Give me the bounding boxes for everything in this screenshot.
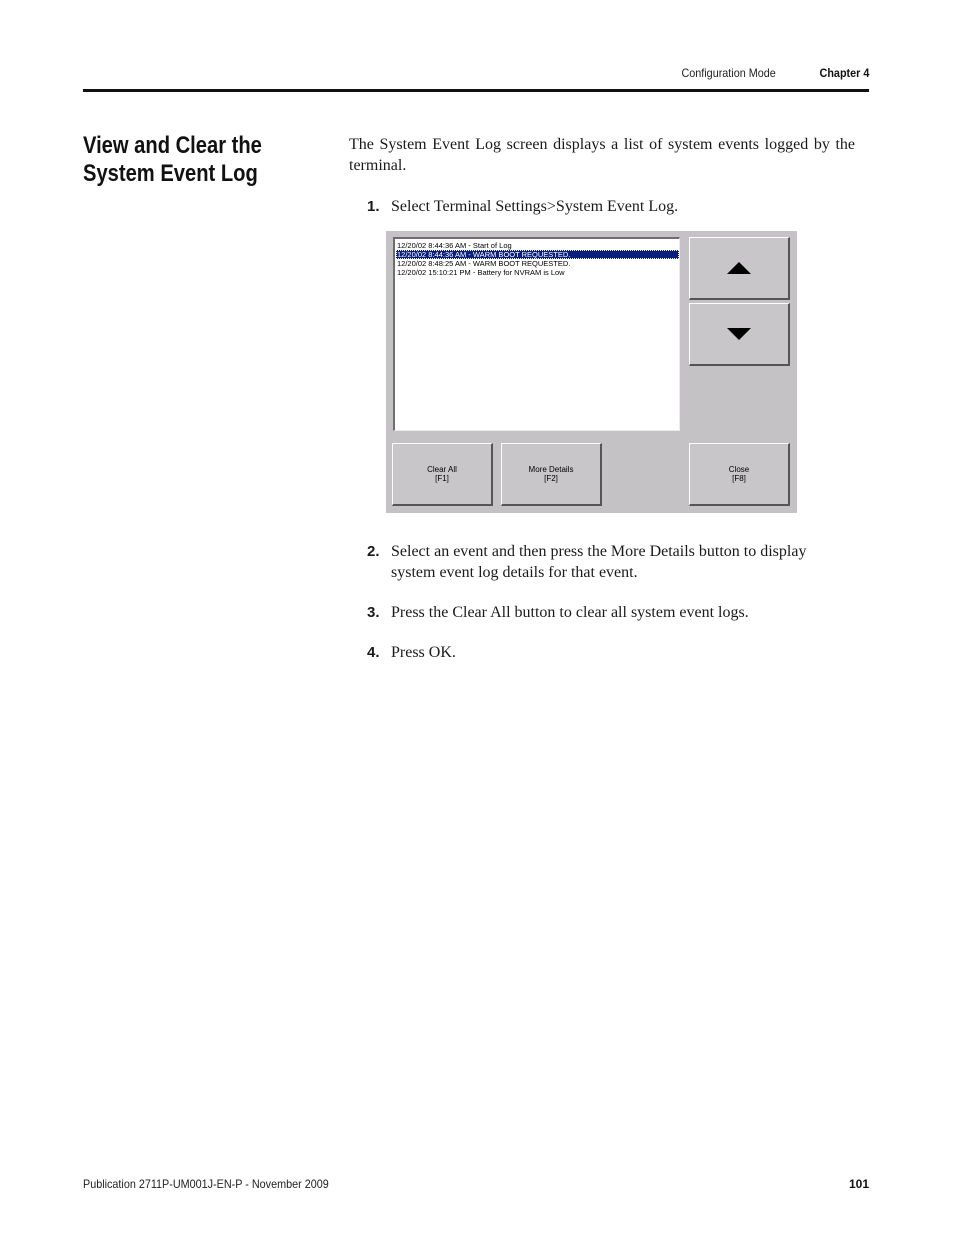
step-text: Press OK. [391, 644, 456, 661]
footer-publication: Publication 2711P-UM001J-EN-P - November 2009 [83, 1177, 329, 1191]
step-number: 2. [367, 543, 380, 560]
button-label: Clear All [427, 465, 457, 474]
running-header-chapter: Chapter 4 [819, 66, 869, 80]
more-details-button[interactable] [501, 443, 602, 506]
log-entry[interactable]: 12/20/02 8:44:36 AM - Start of Log [397, 241, 512, 250]
clear-all-button[interactable] [392, 443, 493, 506]
button-key: [F1] [435, 474, 449, 483]
step-number: 1. [367, 198, 380, 215]
log-entry-selected[interactable]: 12/20/02 8:44:36 AM - WARM BOOT REQUESTED. [396, 250, 679, 259]
button-key: [F2] [544, 474, 558, 483]
step-text: Select an event and then press the More Details button to display system event log details for that event. [391, 543, 807, 581]
step-1 [367, 196, 837, 217]
footer-page-number: 101 [848, 1177, 869, 1191]
step-number: 4. [367, 644, 380, 661]
scroll-down-button[interactable] [689, 303, 790, 366]
intro-paragraph: The System Event Log screen displays a list of system events logged by the terminal. [349, 136, 855, 174]
running-header-section: Configuration Mode [681, 66, 776, 80]
step-number: 3. [367, 604, 380, 621]
step-2 [367, 541, 837, 583]
triangle-up-icon [727, 262, 751, 274]
event-log-listbox[interactable] [393, 237, 680, 431]
header-rule [83, 89, 869, 92]
button-key: [F8] [732, 474, 746, 483]
triangle-down-icon [727, 328, 751, 340]
scroll-up-button[interactable] [689, 237, 790, 300]
close-button[interactable] [689, 443, 790, 506]
step-4 [367, 642, 837, 663]
button-label: Close [728, 465, 750, 474]
button-label: More Details [528, 465, 574, 474]
step-text: Select Terminal Settings>System Event Log. [391, 198, 679, 215]
section-title: View and Clear the System Event Log [83, 132, 262, 187]
step-3 [367, 602, 837, 623]
log-entry[interactable]: 12/20/02 8:48:25 AM - WARM BOOT REQUESTED. [397, 259, 571, 268]
step-text: Press the Clear All button to clear all system event logs. [391, 604, 749, 621]
system-event-log-screen [386, 231, 797, 513]
log-entry[interactable]: 12/20/02 15:10:21 PM - Battery for NVRAM is Low [397, 268, 565, 277]
